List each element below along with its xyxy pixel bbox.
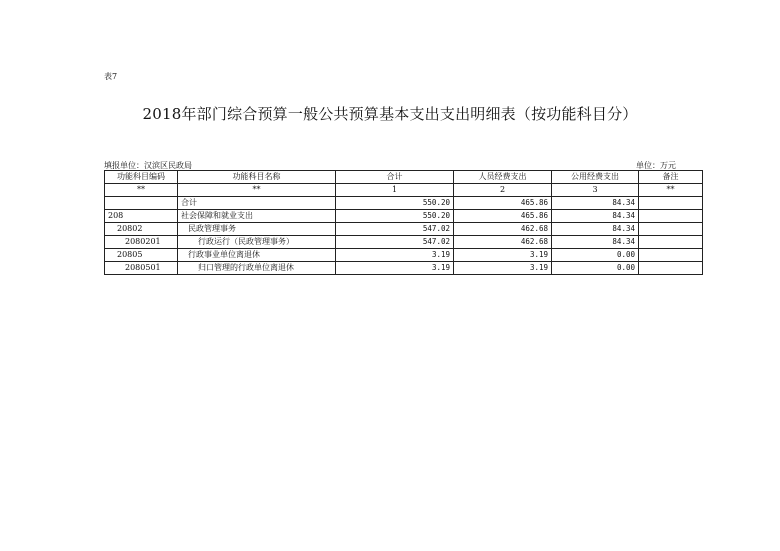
table-row: [105, 249, 703, 262]
cell-total: 550.20: [336, 197, 454, 210]
document-title: 2018年部门综合预算一般公共预算基本支出支出明细表（按功能科目分）: [142, 105, 638, 123]
cell-code: 20805: [105, 249, 178, 262]
table-row: [105, 236, 703, 249]
cell-public: 0.00: [552, 249, 639, 262]
col-header-personnel: 人员经费支出: [454, 171, 552, 184]
cell-note: [639, 236, 703, 249]
cell-name: 社会保障和就业支出: [178, 210, 336, 223]
cell-name: 归口管理的行政单位离退休: [178, 262, 336, 275]
cell-personnel: 3.19: [454, 262, 552, 275]
col-header-name: 功能科目名称: [178, 171, 336, 184]
index-name: **: [178, 184, 336, 197]
cell-code: 208: [105, 210, 178, 223]
cell-total: 3.19: [336, 249, 454, 262]
cell-note: [639, 262, 703, 275]
table-row: [105, 197, 703, 210]
cell-code: 2080201: [105, 236, 178, 249]
col-header-code: 功能科目编码: [105, 171, 178, 184]
col-header-total: 合计: [336, 171, 454, 184]
index-total: 1: [336, 184, 454, 197]
cell-public: 84.34: [552, 223, 639, 236]
cell-note: [639, 210, 703, 223]
cell-personnel: 462.68: [454, 223, 552, 236]
cell-code: 20802: [105, 223, 178, 236]
table-row: [105, 262, 703, 275]
cell-public: 0.00: [552, 262, 639, 275]
table-number: 表7: [104, 72, 118, 81]
filling-unit: 填报单位：汉滨区民政局: [104, 161, 192, 170]
cell-note: [639, 249, 703, 262]
cell-code: [105, 197, 178, 210]
currency-unit: 单位：万元: [636, 161, 676, 170]
index-public: 3: [552, 184, 639, 197]
index-row: [105, 184, 703, 197]
cell-name: 合计: [178, 197, 336, 210]
table-row: [105, 223, 703, 236]
cell-public: 84.34: [552, 236, 639, 249]
index-personnel: 2: [454, 184, 552, 197]
expenditure-table: [104, 170, 703, 275]
cell-total: 550.20: [336, 210, 454, 223]
cell-public: 84.34: [552, 197, 639, 210]
cell-name: 行政运行（民政管理事务）: [178, 236, 336, 249]
cell-name: 民政管理事务: [178, 223, 336, 236]
col-header-public: 公用经费支出: [552, 171, 639, 184]
table-row: [105, 210, 703, 223]
cell-total: 547.02: [336, 236, 454, 249]
header-row: [105, 171, 703, 184]
cell-public: 84.34: [552, 210, 639, 223]
cell-name: 行政事业单位离退休: [178, 249, 336, 262]
cell-total: 547.02: [336, 223, 454, 236]
col-header-note: 备注: [639, 171, 703, 184]
cell-note: [639, 197, 703, 210]
cell-personnel: 465.86: [454, 210, 552, 223]
index-note: **: [639, 184, 703, 197]
cell-personnel: 465.86: [454, 197, 552, 210]
cell-personnel: 462.68: [454, 236, 552, 249]
index-code: **: [105, 184, 178, 197]
cell-note: [639, 223, 703, 236]
cell-personnel: 3.19: [454, 249, 552, 262]
cell-code: 2080501: [105, 262, 178, 275]
cell-total: 3.19: [336, 262, 454, 275]
